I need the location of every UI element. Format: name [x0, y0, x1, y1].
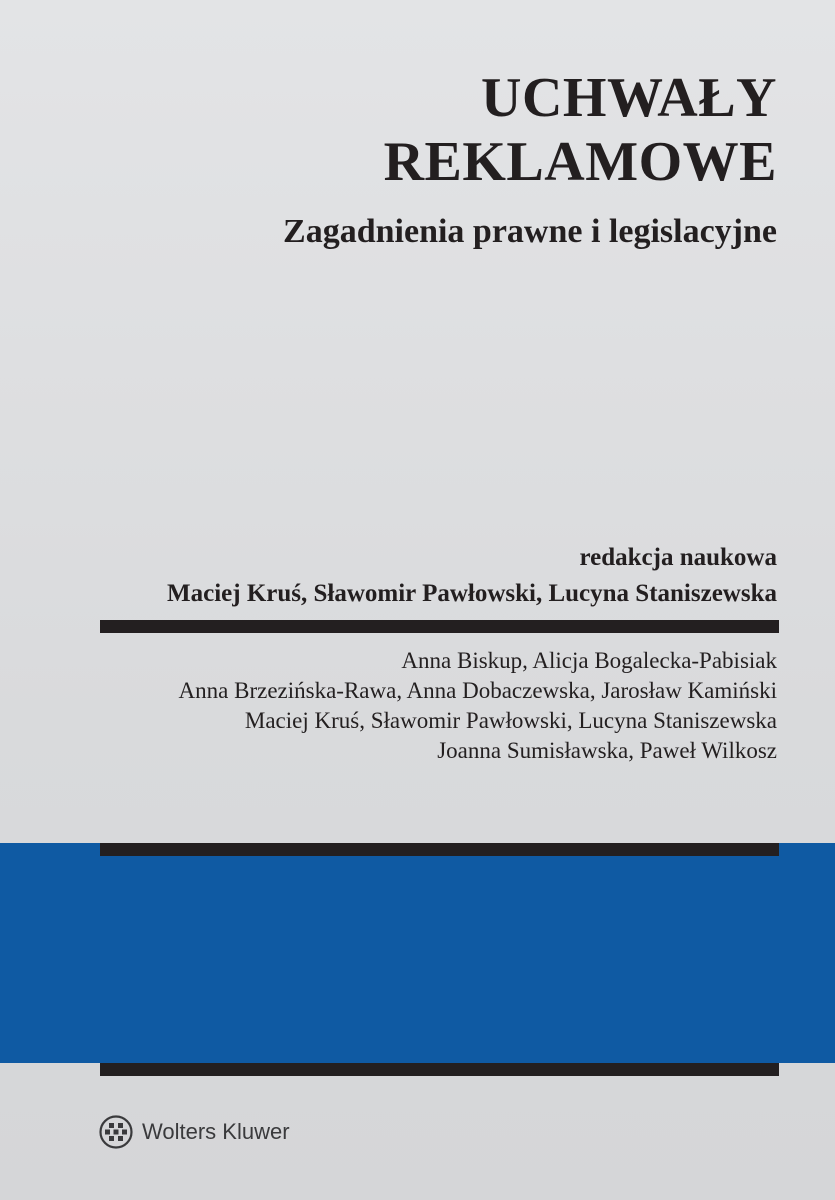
book-subtitle: Zagadnienia prawne i legislacyjne: [283, 213, 777, 250]
title-line-1: UCHWAŁY: [481, 67, 777, 129]
author-line: Anna Biskup, Alicja Bogalecka-Pabisiak: [401, 648, 777, 673]
publisher-logo-block: [99, 1115, 290, 1149]
author-line: Maciej Kruś, Sławomir Pawłowski, Lucyna Staniszewska: [244, 708, 777, 733]
blue-band: [0, 843, 835, 1063]
book-title: [384, 66, 777, 194]
author-line: Joanna Sumisławska, Paweł Wilkosz: [437, 738, 777, 763]
authors-block: [179, 646, 777, 766]
wolters-kluwer-logo-icon: [99, 1115, 133, 1149]
publisher-name: Wolters Kluwer: [142, 1119, 290, 1144]
divider-rule-band-top: [100, 843, 779, 856]
divider-rule-band-bottom: [100, 1063, 779, 1076]
divider-rule-top: [100, 620, 779, 633]
editors-label: redakcja naukowa: [579, 544, 777, 571]
editors-names: Maciej Kruś, Sławomir Pawłowski, Lucyna Staniszewska: [167, 580, 777, 607]
title-line-2: REKLAMOWE: [383, 131, 777, 193]
editors-block: [167, 540, 777, 612]
author-line: Anna Brzezińska-Rawa, Anna Dobaczewska, Jarosław Kamiński: [178, 678, 777, 703]
